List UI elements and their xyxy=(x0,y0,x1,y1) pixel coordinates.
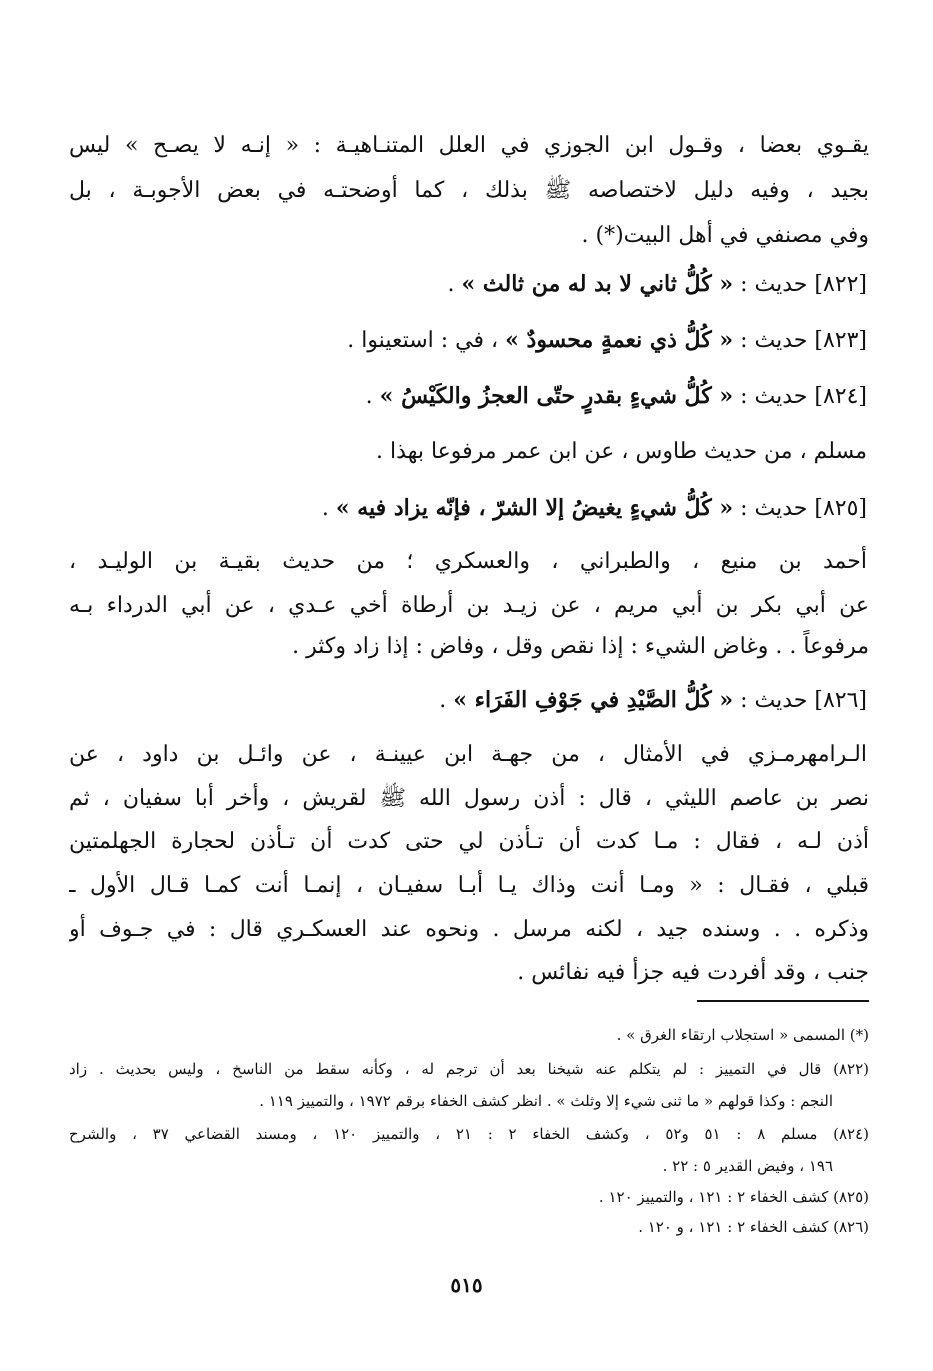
footnote: النجم : وكذا قولهم « ما ثنى شيء إلا وثلث » . انظر كشف الخفاء برقم ١٩٧٢ ، والتمييز ١١٩ . xyxy=(259,1092,833,1110)
footnote: ١٩٦ ، وفيض القدير ٥ : ٢٢ . xyxy=(662,1157,833,1175)
hadith-number: [٨٢٦] حديث : xyxy=(740,688,867,713)
footnote-separator xyxy=(697,1000,869,1002)
body-line: يقـوي بعضا ، وقـول ابن الجوزي في العلل المتنـاهيـة : « إنـه لا يصـح » ليس xyxy=(69,133,869,158)
hadith-tail: . xyxy=(447,272,455,297)
page-number: ٥١٥ xyxy=(450,1273,483,1297)
hadith-text: « كُلُّ ثاني لا بد له من ثالث » xyxy=(461,271,734,297)
body-line: عن أبي بكر بن أبي مريم ، عن زيـد بن أرطاة أخي عـدي ، عن أبي الدرداء بـه xyxy=(69,593,869,618)
body-line: وذكره . . وسنده جيد ، لكنه مرسل . ونحوه عند العسكـري قال : في جـوف أو xyxy=(69,917,869,942)
hadith-tail: ، في : استعينوا . xyxy=(347,328,499,353)
hadith-number: [٨٢٥] حديث : xyxy=(740,496,867,521)
footnote: (٨٢٢) قال في التمييز : لم يتكلم عنه شيخنا بعد أن ترجم له ، وكأنه سقط من الناسخ ، وليس بحديث . زاد xyxy=(69,1060,869,1078)
body-line: أذن لـه ، فقال : مـا كدت أن تـأذن لي حتى كدت أن تـأذن لحجارة الجهلمتين xyxy=(69,829,869,854)
hadith-825 xyxy=(67,488,867,530)
hadith-tail: . xyxy=(439,688,447,713)
body-line: جنب ، وقد أفردت فيه جزأ فيه نفائس . xyxy=(517,960,869,985)
footnote: (٨٢٤) مسلم ٨ : ٥١ و٥٢ ، وكشف الخفاء ٢ : ٢١ ، والتمييز ١٢٠ ، ومسند القضاعي ٣٧ ، والشرح xyxy=(69,1125,869,1143)
hadith-text: « كُلُّ شيءٍ بقدرٍ حتّى العجزُ والكَيْسُ » xyxy=(379,383,734,409)
hadith-number: [٨٢٢] حديث : xyxy=(740,272,867,297)
footnote: (٨٢٦) كشف الخفاء ٢ : ١٢١ ، و ١٢٠ . xyxy=(638,1218,869,1236)
body-line: أحمد بن منيع ، والطبراني ، والعسكري ؛ من حديث بقيـة بن الوليـد ، xyxy=(69,549,867,574)
body-line: قبلي ، فقـال : « ومـا أنت وذاك يـا أبـا سفيـان ، إنمـا أنت كمـا قـال الأول ـ xyxy=(69,873,869,898)
body-line: الـرامهرمـزي في الأمثال ، من جهـة ابن عيينـة ، عن وائـل بن داود ، عن xyxy=(69,742,867,767)
hadith-text: « كُلُّ ذي نعمةٍ محسودٌ » xyxy=(505,327,734,353)
hadith-number: [٨٢٣] حديث : xyxy=(740,328,867,353)
body-line: مرفوعاً . . وغاض الشيء : إذا نقص وقل ، وفاض : إذا زاد وكثر . xyxy=(292,634,869,659)
hadith-number: [٨٢٤] حديث : xyxy=(740,384,867,409)
body-line: بجيد ، وفيه دليل لاختصاصه ﷺ بذلك ، كما أوضحتـه في بعض الأجوبـة ، بل xyxy=(69,178,869,203)
hadith-822 xyxy=(67,264,867,306)
body-line: مسلم ، من حديث طاوس ، عن ابن عمر مرفوعا بهذا . xyxy=(376,439,867,464)
hadith-tail: . xyxy=(321,496,329,521)
footnote: (٨٢٥) كشف الخفاء ٢ : ١٢١ ، والتمييز ١٢٠ . xyxy=(598,1188,869,1206)
hadith-tail: . xyxy=(365,384,373,409)
body-line: نصر بن عاصم الليثي ، قال : أذن رسول الله ﷺ لقريش ، وأخر أبا سفيان ، ثم xyxy=(69,786,869,811)
hadith-823 xyxy=(67,320,867,362)
hadith-text: « كُلُّ شيءٍ يغيضُ إلا الشرّ ، فإنّه يزاد فيه » xyxy=(335,495,734,521)
footnote: (*) المسمى « استجلاب ارتقاء الغرق » . xyxy=(616,1026,869,1044)
body-line: وفي مصنفي في أهل البيت(*) . xyxy=(581,223,869,248)
hadith-824 xyxy=(67,376,867,418)
hadith-826 xyxy=(67,680,867,722)
hadith-text: « كُلُّ الصَّيْدِ في جَوْفِ الفَرَاء » xyxy=(453,687,734,713)
